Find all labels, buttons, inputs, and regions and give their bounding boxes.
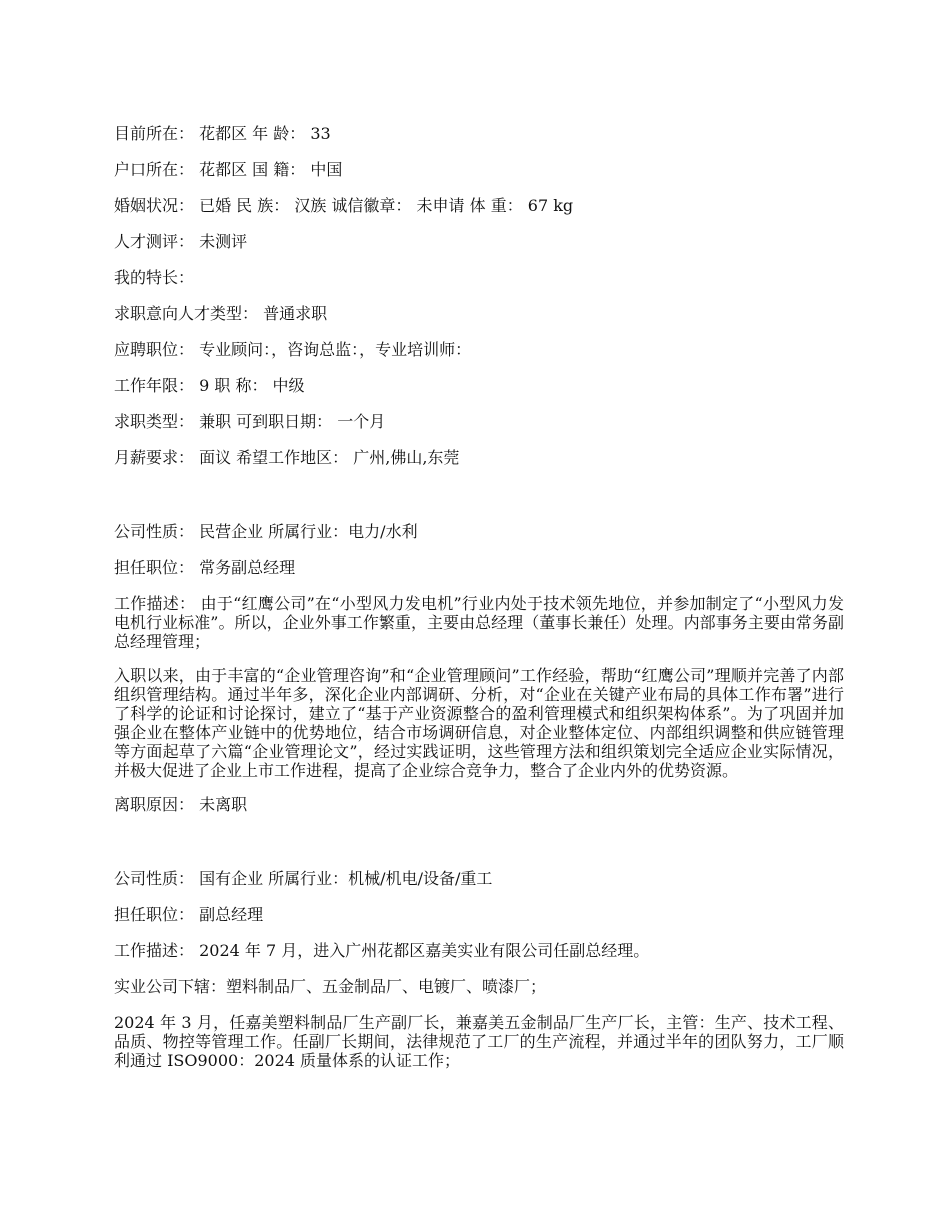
resume-document bbox=[114, 124, 844, 1085]
job-2-details: 2024 年 3 月，任嘉美塑料制品厂生产副厂长，兼嘉美五金制品厂生产厂长，主管：生产、技术工程、品质、物控等管理工作。任副厂长期间，法律规范了工厂的生产流程，并通过半年的团队努力，工厂顺利通过 ISO9000：2024 质量体系的认证工作； bbox=[114, 1013, 844, 1070]
job-1-position: 担任职位： 常务副总经理 bbox=[114, 558, 296, 577]
talent-type: 求职意向人才类型： 普通求职 bbox=[114, 304, 328, 323]
section-gap bbox=[114, 484, 844, 522]
job-2-position: 担任职位： 副总经理 bbox=[114, 905, 264, 924]
hukou-nationality: 户口所在： 花都区 国 籍： 中国 bbox=[114, 160, 343, 179]
job-1-achievements: 入职以来，由于丰富的“企业管理咨询”和“企业管理顾问”工作经验，帮助“红鹰公司”理顺并完善了内部组织管理结构。通过半年多，深化企业内部调研、分析，对“企业在关键产业布局的具体工作布署”进行了科学的论证和讨论探讨，建立了“基于产业资源整合的盈利管理模式和组织架构体系”。为了巩固并加强企业在整体产业链中的优势地位，结合市场调研信息，对企业整体定位、内部组织调整和供应链管理等方面起草了六篇“企业管理论文”，经过实践证明，这些管理方法和组织策划完全适应企业实际情况，并极大促进了企业上市工作进程，提高了企业综合竞争力，整合了企业内外的优势资源。 bbox=[114, 666, 844, 780]
section-gap bbox=[114, 831, 844, 869]
job-1-section bbox=[114, 522, 844, 815]
salary-region: 月薪要求： 面议 希望工作地区： 广州,佛山,东莞 bbox=[114, 448, 460, 467]
job-1-description: 工作描述： 由于“红鹰公司”在“小型风力发电机”行业内处于技术领先地位，并参加制定了“小型风力发电机行业标准”。所以，企业外事工作繁重，主要由总经理（董事长兼任）处理。内部事务主要由常务副总经理管理； bbox=[114, 594, 844, 651]
current-location-age: 目前所在： 花都区 年 龄： 33 bbox=[114, 124, 331, 143]
years-title: 工作年限： 9 职 称： 中级 bbox=[114, 376, 305, 395]
job-1-company: 公司性质： 民营企业 所属行业：电力/水利 bbox=[114, 522, 418, 541]
job-type-availability: 求职类型： 兼职 可到职日期： 一个月 bbox=[114, 412, 386, 431]
talent-assessment: 人才测评： 未测评 bbox=[114, 232, 248, 251]
applied-positions: 应聘职位： 专业顾问：，咨询总监：，专业培训师： bbox=[114, 340, 472, 359]
job-2-company: 公司性质： 国有企业 所属行业：机械/机电/设备/重工 bbox=[114, 869, 493, 888]
marital-ethnic-weight: 婚姻状况： 已婚 民 族： 汉族 诚信徽章： 未申请 体 重： 67 kg bbox=[114, 196, 574, 215]
job-2-description: 工作描述： 2024 年 7 月，进入广州花都区嘉美实业有限公司任副总经理。 bbox=[114, 941, 650, 960]
profile-section bbox=[114, 124, 844, 468]
job-1-leave-reason: 离职原因： 未离职 bbox=[114, 795, 248, 814]
job-2-section bbox=[114, 869, 844, 1070]
job-2-subsidiaries: 实业公司下辖：塑料制品厂、五金制品厂、电镀厂、喷漆厂； bbox=[114, 977, 547, 996]
specialties: 我的特长： bbox=[114, 268, 195, 287]
